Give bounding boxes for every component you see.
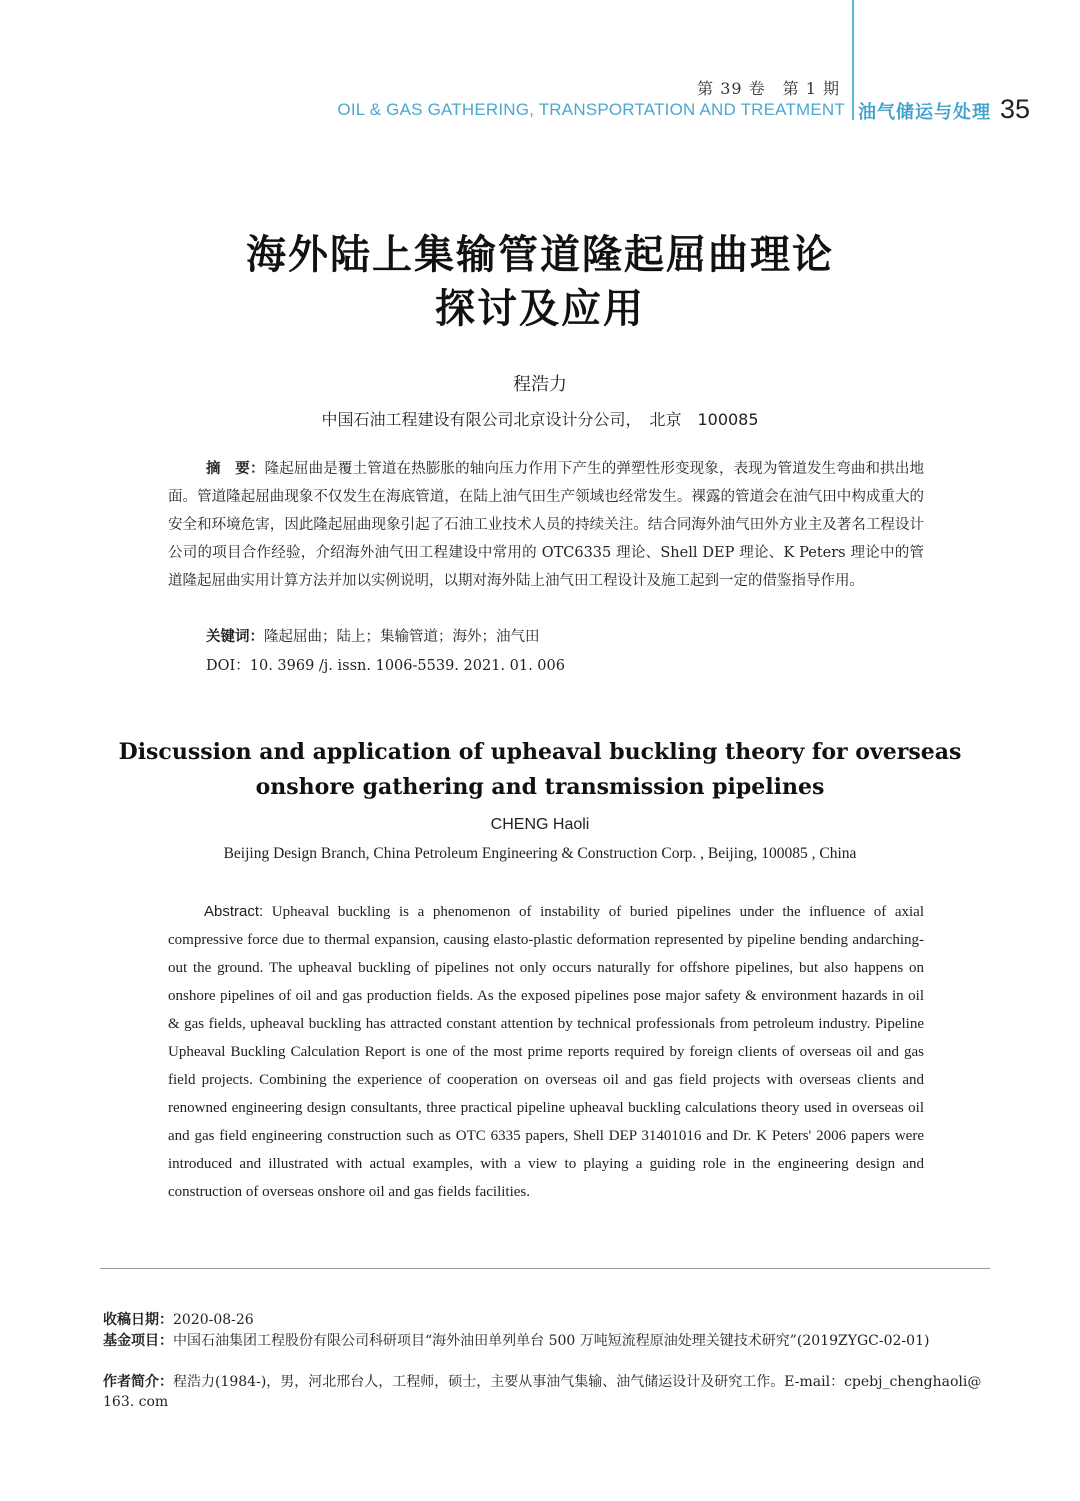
abstract-cn-label: 摘 要： bbox=[206, 461, 265, 477]
footnote-received bbox=[103, 1310, 993, 1330]
doi: DOI：10. 3969 /j. issn. 1006-5539. 2021. 01. 006 bbox=[206, 658, 565, 674]
issue-label: 第 39 卷 第 1 期 bbox=[697, 79, 840, 98]
journal-name-en: OIL & GAS GATHERING, TRANSPORTATION AND TREATMENT bbox=[337, 100, 845, 119]
footnote-fund bbox=[103, 1331, 993, 1351]
footnote-divider bbox=[100, 1268, 990, 1269]
title-en-line1: Discussion and application of upheaval buckling theory for overseas bbox=[118, 739, 962, 765]
author-en: CHENG Haoli bbox=[490, 816, 590, 833]
abstract-cn bbox=[168, 455, 924, 595]
title-en-line2: onshore gathering and transmission pipelines bbox=[255, 774, 825, 800]
abstract-en bbox=[168, 898, 924, 1206]
affiliation-en: Beijing Design Branch, China Petroleum Engineering & Construction Corp. , Beijing, 100085 , China bbox=[223, 845, 857, 862]
fund-label: 基金项目： bbox=[103, 1333, 173, 1349]
keywords-label: 关键词： bbox=[206, 629, 264, 645]
abstract-en-text: Upheaval buckling is a phenomenon of instability of buried pipelines under the influence of axial compressive force due to thermal expansion, causing elasto-plastic deformation represented by pipeline bending andarching-out the ground. The upheaval buckling of pipelines not only occurs naturally for offshore pipelines, but also happens on onshore pipelines of oil and gas production fields. As the exposed pipelines pose major safety & environment hazards in oil & gas fields, upheaval buckling has attracted constant attention by technical professionals from petroleum industry. Pipeline Upheaval Buckling Calculation Report is one of the most prime reports required by foreign clients of overseas oil and gas field projects. Combining the experience of cooperation on overseas oil and gas field projects with overseas clients and renowned engineering design consultants, three practical pipeline upheaval buckling calculations theory used in overseas oil and gas field engineering construction such as OTC 6335 papers, Shell DEP 31401016 and Dr. K Peters' 2006 papers were introduced and illustrated with actual examples, with a view to playing a guiding role in the engineering design and construction of overseas onshore oil and gas fields facilities. bbox=[168, 904, 924, 1200]
title-cn bbox=[0, 228, 1080, 336]
affiliation-cn: 中国石油工程建设有限公司北京设计分公司， 北京 100085 bbox=[321, 410, 759, 429]
abstract-en-label: Abstract: bbox=[204, 903, 264, 920]
header-divider bbox=[852, 0, 854, 120]
title-en bbox=[0, 735, 1080, 805]
abstract-cn-text: 隆起屈曲是覆土管道在热膨胀的轴向压力作用下产生的弹塑性形变现象，表现为管道发生弯曲和拱出地面。管道隆起屈曲现象不仅发生在海底管道，在陆上油气田生产领域也经常发生。裸露的管道会在油气田中构成重大的安全和环境危害，因此隆起屈曲现象引起了石油工业技术人员的持续关注。结合同海外油气田外方业主及著名工程设计公司的项目合作经验，介绍海外油气田工程建设中常用的 OTC6335 理论、Shell DEP 理论、K Peters 理论中的管道隆起屈曲实用计算方法并加以实例说明，以期对海外陆上油气田工程设计及施工起到一定的借鉴指导作用。 bbox=[168, 461, 924, 589]
title-cn-line1: 海外陆上集输管道隆起屈曲理论 bbox=[246, 231, 834, 278]
journal-name-cn: 油气储运与处理 bbox=[858, 102, 991, 123]
footnote-author bbox=[103, 1372, 993, 1412]
page-number: 35 bbox=[1000, 94, 1031, 124]
author-bio-text: 程浩力(1984-)，男，河北邢台人，工程师，硕士，主要从事油气集输、油气储运设计及研究工作。E-mail：cpebj_chenghaoli@ 163. com bbox=[103, 1374, 982, 1410]
author-bio-label: 作者简介： bbox=[103, 1374, 173, 1390]
received-date: 2020-08-26 bbox=[173, 1312, 254, 1328]
fund-text: 中国石油集团工程股份有限公司科研项目“海外油田单列单台 500 万吨短流程原油处理关键技术研究”(2019ZYGC-02-01) bbox=[173, 1333, 930, 1349]
keywords-text: 隆起屈曲；陆上；集输管道；海外；油气田 bbox=[264, 629, 540, 645]
received-label: 收稿日期： bbox=[103, 1312, 173, 1328]
author-cn: 程浩力 bbox=[513, 374, 567, 395]
keywords bbox=[206, 625, 540, 646]
title-cn-line2: 探讨及应用 bbox=[435, 285, 645, 332]
